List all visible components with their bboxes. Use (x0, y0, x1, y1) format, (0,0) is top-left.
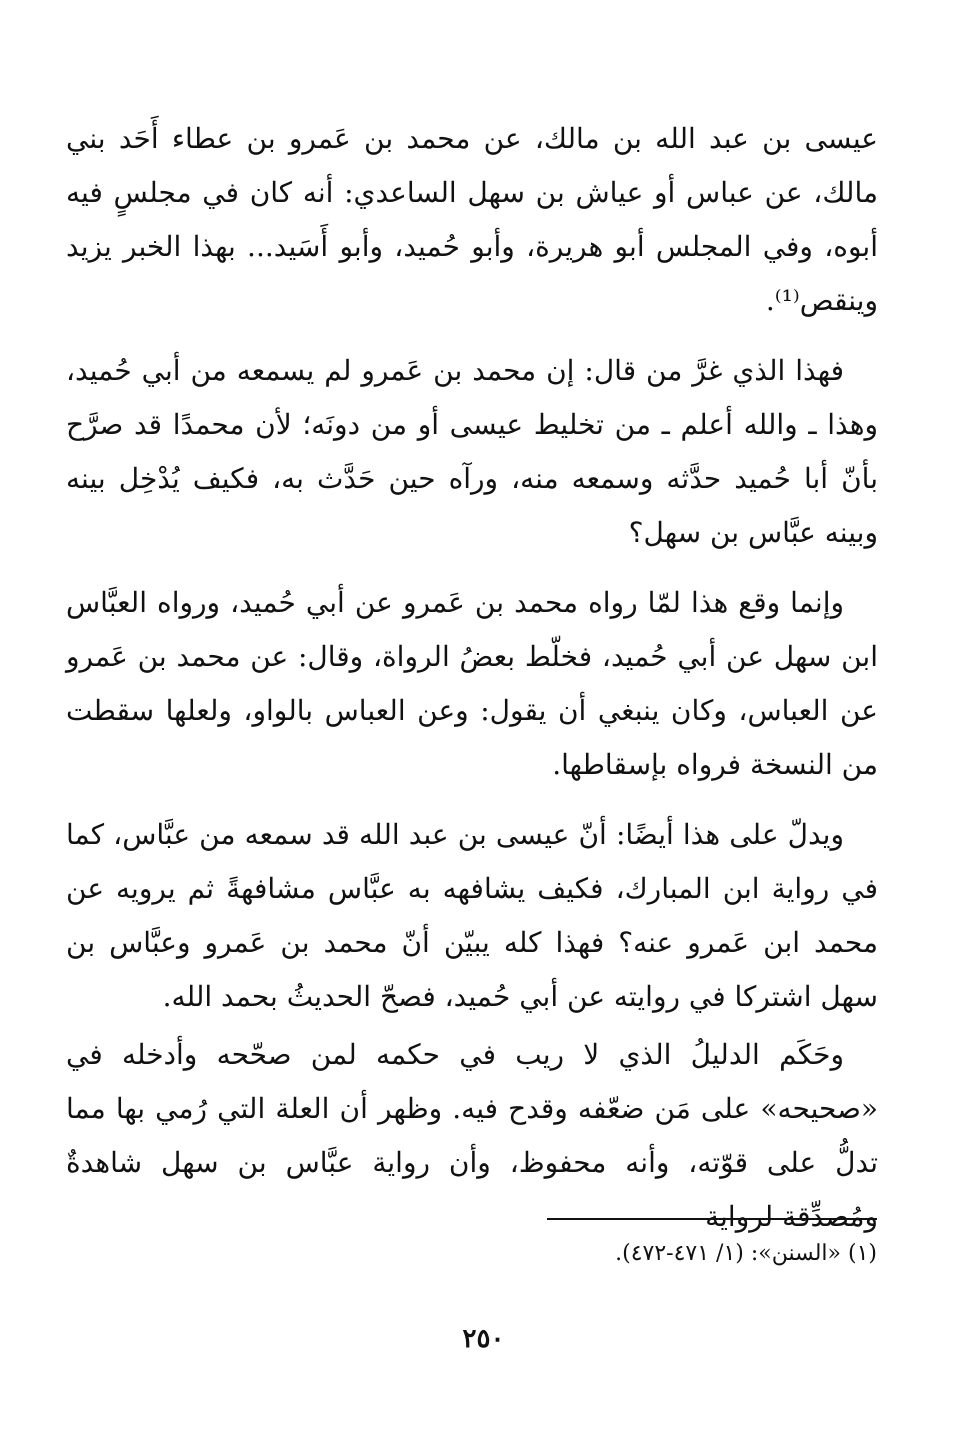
paragraph-4: ويدلّ على هذا أيضًا: أنّ عيسى بن عبد الله قد سمعه من عبَّاس، كما في رواية ابن المبارك، فكيف يشافهه به عبَّاس مشافهةً ثم يرويه عن محمد ابن عَمرو عنه؟ فهذا كله يبيّن أنّ محمد بن عَمرو وعبَّاس بن سهل اشتركا في روايته عن أبي حُميد، فصحّ الحديثُ بحمد الله. (66, 818, 878, 1013)
paragraph-1: عيسى بن عبد الله بن مالك، عن محمد بن عَمرو بن عطاء أَحَد بني مالك، عن عباس أو عياش بن سهل الساعدي: أنه كان في مجلسٍ فيه أبوه، وفي المجلس أبو هريرة، وأبو حُميد، وأبو أَسَيد... بهذا الخبر يزيد وينقص⁽¹⁾. (66, 122, 878, 317)
footnote: (١) «السنن»: (١/ ٤٧١-٤٧٢). (615, 1241, 877, 1266)
page-number: ٢٥٠ (462, 1324, 505, 1354)
paragraph-2: فهذا الذي غرَّ من قال: إن محمد بن عَمرو لم يسمعه من أبي حُميد، وهذا ـ والله أعلم ـ من تخليط عيسى أو من دونَه؛ لأن محمدًا قد صرَّح بأنّ أبا حُميد حدَّثه وسمعه منه، ورآه حين حَدَّث به، فكيف يُدْخِل بينه وبينه عبَّاس بن سهل؟ (66, 354, 878, 549)
paragraph-5: وحَكَم الدليلُ الذي لا ريب في حكمه لمن صحّحه وأدخله في «صحيحه» على مَن ضعّفه وقدح فيه. وظهر أن العلة التي رُمي بها مما تدلُّ على قوّته، وأنه محفوظ، وأن رواية عبَّاس بن سهل شاهدةٌ ومُصدِّقة لرواية (66, 1038, 878, 1233)
footnote-divider (547, 1218, 877, 1220)
body-text (66, 112, 878, 1260)
paragraph-3: وإنما وقع هذا لمّا رواه محمد بن عَمرو عن أبي حُميد، ورواه العبَّاس ابن سهل عن أبي حُميد، فخلّط بعضُ الرواة، وقال: عن محمد بن عَمرو عن العباس، وكان ينبغي أن يقول: وعن العباس بالواو، ولعلها سقطت من النسخة فرواه بإسقاطها. (66, 586, 878, 781)
